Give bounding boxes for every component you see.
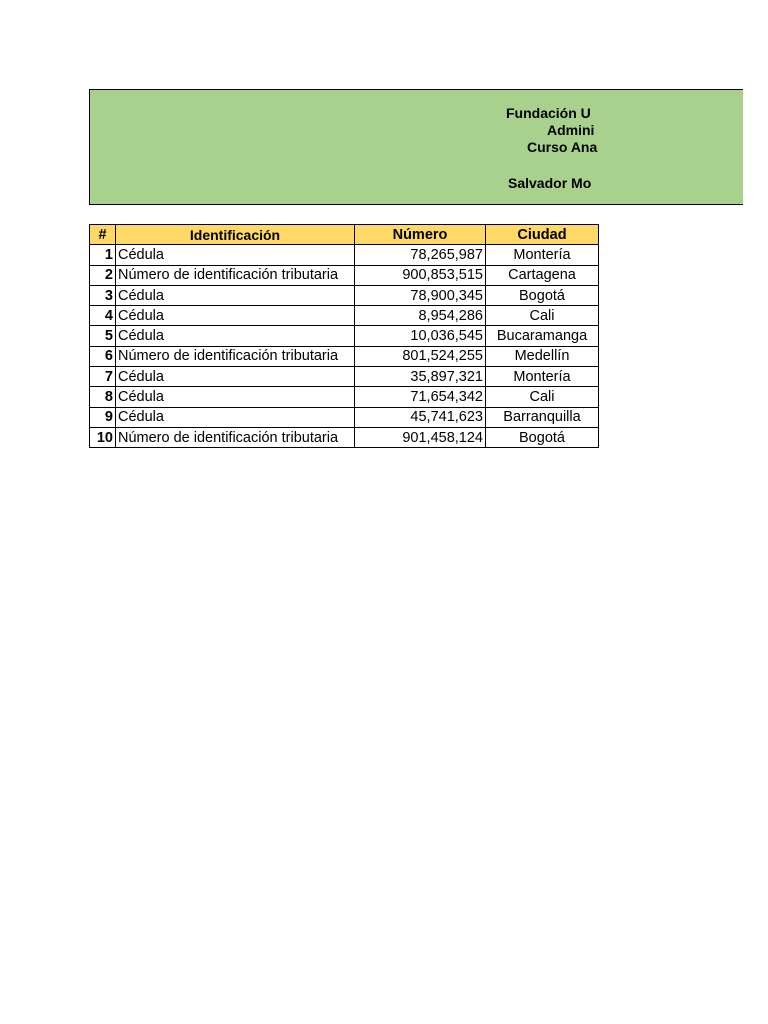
cell-number[interactable]: 901,458,124 — [355, 427, 486, 447]
cell-identification[interactable]: Cédula — [116, 285, 355, 305]
cell-number[interactable]: 71,654,342 — [355, 387, 486, 407]
cell-index[interactable]: 4 — [90, 306, 116, 326]
header-banner — [89, 89, 743, 205]
banner-line-author: Salvador Mo — [508, 175, 592, 191]
cell-number[interactable]: 8,954,286 — [355, 306, 486, 326]
cell-identification[interactable]: Número de identificación tributaria — [116, 427, 355, 447]
cell-identification[interactable]: Número de identificación tributaria — [116, 265, 355, 285]
cell-index[interactable]: 9 — [90, 407, 116, 427]
cell-index[interactable]: 8 — [90, 387, 116, 407]
identification-table — [89, 224, 599, 448]
column-header-identification[interactable]: Identificación — [116, 225, 355, 245]
cell-index[interactable]: 3 — [90, 285, 116, 305]
cell-index[interactable]: 7 — [90, 367, 116, 387]
banner-line-course: Curso Ana — [527, 139, 598, 155]
cell-city[interactable]: Cali — [486, 387, 599, 407]
column-header-index[interactable]: # — [90, 225, 116, 245]
table-row — [90, 245, 599, 265]
cell-number[interactable]: 45,741,623 — [355, 407, 486, 427]
cell-index[interactable]: 2 — [90, 265, 116, 285]
banner-line-institution: Fundación U — [506, 105, 591, 121]
cell-city[interactable]: Bucaramanga — [486, 326, 599, 346]
cell-index[interactable]: 6 — [90, 346, 116, 366]
cell-city[interactable]: Cali — [486, 306, 599, 326]
cell-index[interactable]: 1 — [90, 245, 116, 265]
table-row — [90, 285, 599, 305]
table-row — [90, 407, 599, 427]
cell-number[interactable]: 801,524,255 — [355, 346, 486, 366]
cell-identification[interactable]: Número de identificación tributaria — [116, 346, 355, 366]
cell-identification[interactable]: Cédula — [116, 367, 355, 387]
table-row — [90, 387, 599, 407]
banner-text — [90, 105, 688, 205]
cell-number[interactable]: 35,897,321 — [355, 367, 486, 387]
cell-index[interactable]: 10 — [90, 427, 116, 447]
cell-identification[interactable]: Cédula — [116, 306, 355, 326]
table-header-row — [90, 225, 599, 245]
cell-city[interactable]: Cartagena — [486, 265, 599, 285]
table-row — [90, 265, 599, 285]
table-row — [90, 367, 599, 387]
cell-city[interactable]: Bogotá — [486, 285, 599, 305]
cell-identification[interactable]: Cédula — [116, 407, 355, 427]
cell-city[interactable]: Barranquilla — [486, 407, 599, 427]
column-header-city[interactable]: Ciudad — [486, 225, 599, 245]
cell-number[interactable]: 10,036,545 — [355, 326, 486, 346]
table-row — [90, 346, 599, 366]
table-row — [90, 326, 599, 346]
cell-index[interactable]: 5 — [90, 326, 116, 346]
cell-identification[interactable]: Cédula — [116, 326, 355, 346]
table-row — [90, 427, 599, 447]
cell-identification[interactable]: Cédula — [116, 387, 355, 407]
banner-line-program: Admini — [547, 122, 595, 138]
cell-city[interactable]: Medellín — [486, 346, 599, 366]
cell-number[interactable]: 900,853,515 — [355, 265, 486, 285]
cell-city[interactable]: Montería — [486, 367, 599, 387]
cell-number[interactable]: 78,265,987 — [355, 245, 486, 265]
cell-city[interactable]: Bogotá — [486, 427, 599, 447]
column-header-number[interactable]: Número — [355, 225, 486, 245]
cell-identification[interactable]: Cédula — [116, 245, 355, 265]
cell-number[interactable]: 78,900,345 — [355, 285, 486, 305]
table-row — [90, 306, 599, 326]
cell-city[interactable]: Montería — [486, 245, 599, 265]
